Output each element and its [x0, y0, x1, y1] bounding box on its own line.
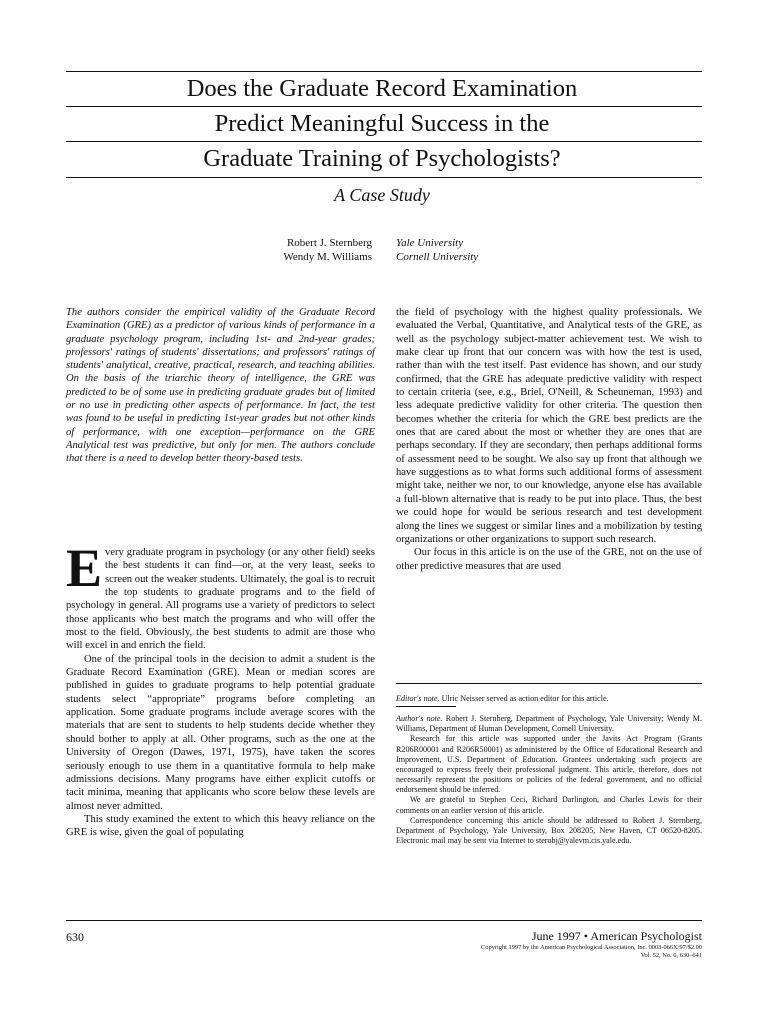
author-note-text: Robert J. Sternberg, Department of Psychology, Yale University; Wendy M. Williams, Department of Human Development, Cornell University. — [396, 714, 702, 734]
notes-divider — [396, 683, 702, 684]
subtitle: A Case Study — [334, 185, 430, 205]
footnotes — [396, 694, 702, 846]
title-rule-2 — [66, 141, 702, 142]
acknowledgment-note: We are grateful to Stephen Ceci, Richard Darlington, and Charles Lewis for their comments on an earlier version of this article. — [396, 795, 702, 815]
title-line-3: Graduate Training of Psychologists? — [203, 145, 561, 172]
title-rule-1 — [66, 106, 702, 107]
volume-line: Vol. 52, No. 6, 630–641 — [640, 952, 702, 959]
body-paragraph: This study examined the extent to which this heavy reliance on the GRE is wise, given the goal of populating — [66, 813, 375, 839]
editor-note — [396, 694, 702, 704]
author-name: Robert J. Sternberg — [286, 237, 372, 249]
body-paragraph: One of the principal tools in the decision to admit a student is the Graduate Record Examination (GRE). Mean or median scores are published in guides to graduate programs to help potential graduate students select “appropriate” programs before completing an application. Some graduate programs include average scores with the materials that are sent to students to help students decide whether they should bother to apply at all. Other programs, such as the one at the University of Oregon (Dawes, 1971, 1975), have taken the scores seriously enough to use them in a quantitative formula to help make admissions decisions. Many programs have either explicit cutoffs or tacit minima, meaning that applicants who score below these levels are almost never admitted. — [66, 653, 375, 812]
body-column-left — [66, 538, 375, 840]
title-rule-top — [66, 71, 702, 72]
editor-note-lead: Editor's note. — [396, 694, 440, 703]
journal-info: June 1997 • American Psychologist — [531, 929, 702, 943]
author-affiliation: Yale University — [396, 237, 464, 249]
copyright-line: Copyright 1997 by the American Psychological Association, Inc. 0003-066X/97/$2.00 — [481, 944, 702, 951]
correspondence-note: Correspondence concerning this article should be addressed to Robert J. Sternberg, Department of Psychology, Yale University, Box 208205, New Haven, CT 06520-8205. Electronic mail may be sent via Internet to sterobj@yalevm.cis.yale.edu. — [396, 815, 702, 846]
editor-note-text: Ulric Neisser served as action editor for this article. — [441, 694, 609, 703]
title-line-2: Predict Meaningful Success in the — [214, 110, 550, 137]
author-note-lead: Author's note. — [396, 714, 443, 724]
author-note — [396, 714, 702, 734]
page-number: 630 — [66, 930, 84, 944]
title-rule-3 — [66, 177, 702, 178]
body-paragraph: Our focus in this article is on the use of the GRE, not on the use of other predictive measures that are used — [396, 547, 702, 572]
author-name: Wendy M. Williams — [283, 251, 372, 263]
abstract-text: The authors consider the empirical validity of the Graduate Record Examination (GRE) as a predictor of various kinds of performance in a graduate psychology program, including 1st- and 2nd-year grades; professors' ratings of students' dissertations; and professors' ratings of students' analytical, creative, practical, research, and teaching abilities. On the basis of the triarchic theory of intelligence, the GRE was predicted to be of some use in predicting graduate grades but of limited or no use in predicting other aspects of performance. In fact, the test was found to be useful in predicting 1st-year grades but not other kinds of performance, with one exception—performance on the GRE Analytical test was predictive, but only for men. The authors conclude that there is a need to develop better theory-based tests. — [66, 307, 375, 465]
author-names — [283, 236, 372, 264]
body-paragraph: the field of psychology with the highest quality professionals. We evaluated the Verbal, Quantitative, and Analytical tests of the GRE, as well as the psychology subject-matter achievement test. We wish to make clear up front that our concern was with how the test is used, rather than with the test itself. Past evidence has shown, and our study confirmed, that the GRE has adequate predictive validity with respect to certain criteria (see, e.g., Briel, O'Neill, & Scheuneman, 1993) and less adequate predictive validity for other criteria. The question then becomes whether the criteria for which the GRE best predicts are the ones that are cared about the most or whether they are ones that are perhaps secondary. If they are secondary, then perhaps additional forms of assessment need to be sought. We also say up front that although we have suggestions as to what forms such additional forms of assessment might take, neither we nor, to our knowledge, anyone else has available a full-blown alternative that is ready to be put into place. Thus, the best we could hope for would be serious research and test development along the lines we suggest or similar lines and a mobilization by testing organizations or other organizations to support such research. — [396, 307, 702, 545]
research-note: Research for this article was supported under the Javits Act Program (Grants R206R00001 and R206R50001) as administered by the Office of Educational Research and Improvement, U.S. Department of Education. Grantees undertaking such projects are encouraged to express freely their professional judgment. This article, therefore, does not necessarily represent the positions or policies of the federal government, and no official endorsement should be inferred. — [396, 734, 702, 795]
body-column-right — [396, 306, 702, 573]
title-line-1: Does the Graduate Record Examination — [186, 75, 578, 102]
body-paragraph — [66, 538, 375, 653]
footer-rule — [66, 920, 702, 921]
copyright — [481, 944, 702, 960]
body-text: very graduate program in psychology (or any other field) seeks the best students it can find—or, at the very least, seeks to screen out the weaker students. Ultimately, the goal is to recruit the top students to graduate programs and to the field of psychology in general. All programs use a variety of predictors to select those applicants who best match the programs and who will offer the most to the field. Obviously, the best students to admit are those who will excel in and enrich the field. — [66, 547, 375, 652]
drop-cap: E — [66, 538, 103, 598]
author-affiliations — [396, 236, 478, 264]
author-affiliation: Cornell University — [396, 251, 479, 263]
abstract — [66, 306, 375, 466]
